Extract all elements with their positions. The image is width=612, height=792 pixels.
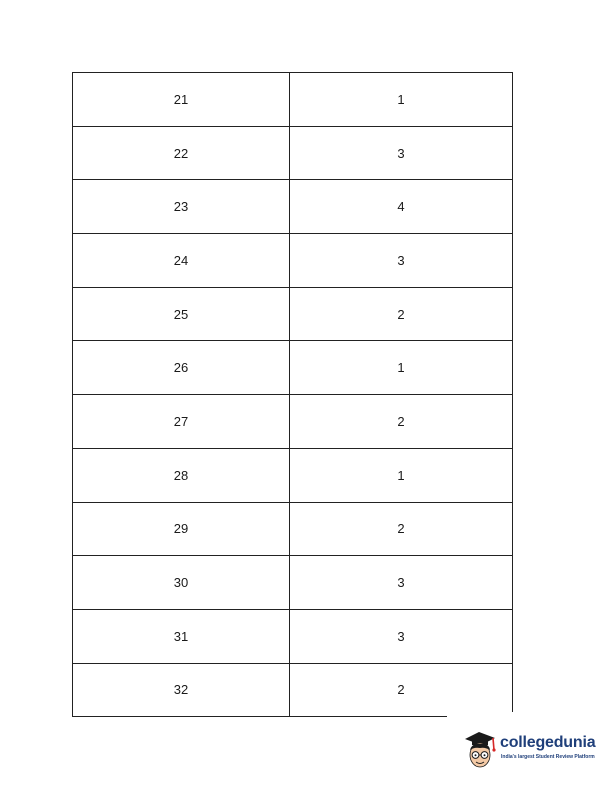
question-number-cell: 26 (73, 341, 290, 395)
table-row (73, 395, 513, 449)
answer-cell: 2 (290, 395, 513, 449)
table-row (73, 73, 513, 127)
table-row (73, 341, 513, 395)
question-number-cell: 21 (73, 73, 290, 127)
answer-cell: 1 (290, 341, 513, 395)
table-row (73, 609, 513, 663)
answer-cell: 2 (290, 287, 513, 341)
answer-cell: 1 (290, 73, 513, 127)
question-number-cell: 25 (73, 287, 290, 341)
answer-cell: 2 (290, 502, 513, 556)
question-number-cell: 22 (73, 126, 290, 180)
table-body (73, 73, 513, 717)
answer-cell: 1 (290, 448, 513, 502)
student-mascot-icon (462, 726, 498, 772)
answer-cell: 3 (290, 556, 513, 610)
table-row (73, 556, 513, 610)
answer-cell: 3 (290, 609, 513, 663)
answer-cell: 3 (290, 234, 513, 288)
question-number-cell: 28 (73, 448, 290, 502)
answer-cell: 4 (290, 180, 513, 234)
question-number-cell: 23 (73, 180, 290, 234)
table-row (73, 287, 513, 341)
question-number-cell: 24 (73, 234, 290, 288)
table-row (73, 234, 513, 288)
logo-wordmark: collegedunia (500, 734, 596, 751)
question-number-cell: 32 (73, 663, 290, 717)
table-row (73, 180, 513, 234)
collegedunia-logo (462, 726, 602, 772)
answer-cell: 3 (290, 126, 513, 180)
table-row (73, 126, 513, 180)
answer-key-table (72, 72, 513, 717)
question-number-cell: 30 (73, 556, 290, 610)
table-row (73, 663, 513, 717)
question-number-cell: 31 (73, 609, 290, 663)
table-edge-mask (447, 712, 527, 722)
table-row (73, 502, 513, 556)
answer-cell: 2 (290, 663, 513, 717)
logo-tagline: India's largest Student Review Platform (501, 754, 595, 760)
question-number-cell: 27 (73, 395, 290, 449)
table-row (73, 448, 513, 502)
question-number-cell: 29 (73, 502, 290, 556)
